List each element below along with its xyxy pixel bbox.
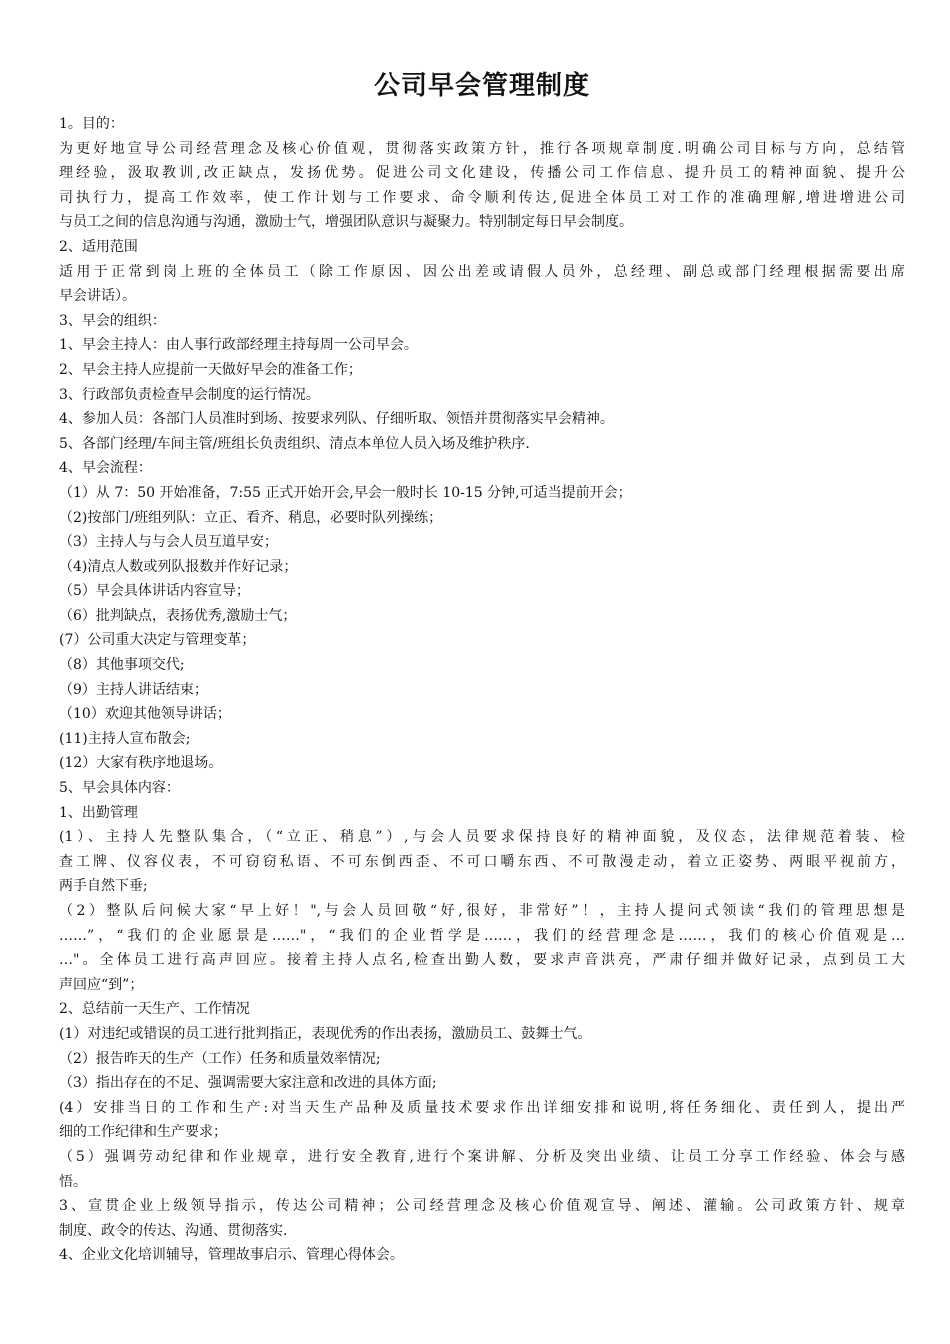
document-title: 公司早会管理制度 <box>373 71 590 101</box>
body-line: 司执行力，提高工作效率，使工作计划与工作要求、命令顺利传达,促进全体员工对工作的准确理解,增进增进公司 <box>59 189 905 206</box>
body-line: (4）安排当日的工作和生产:对当天生产品种及质量技术要求作出详细安排和说明,将任务细化、责任到人，提出严 <box>59 1099 905 1116</box>
body-line: 3、宣贯企业上级领导指示，传达公司精神；公司经营理念及核心价值观宣导、阐述、灌输。公司政策方针、规章 <box>59 1198 905 1215</box>
body-line: 4、早会流程： <box>59 460 152 477</box>
body-line: 3、行政部负责检查早会制度的运行情况。 <box>59 386 320 403</box>
body-line: (1）对违纪或错误的员工进行批判指正，表现优秀的作出表扬，激励员工、鼓舞士气。 <box>59 1025 592 1042</box>
body-line: 理经验，汲取教训,改正缺点，发扬优势。促进公司文化建设，传播公司工作信息、提升员工的精神面貌、提升公 <box>59 165 905 182</box>
body-line: 声回应“到”； <box>59 976 144 993</box>
body-line: （5）早会具体讲话内容宣导； <box>59 583 250 600</box>
body-line: (12）大家有秩序地退场。 <box>59 755 223 772</box>
body-line: 1、早会主持人：由人事行政部经理主持每周一公司早会。 <box>59 337 418 354</box>
body-line: …"。全体员工进行高声回应。接着主持人点名,检查出勤人数，要求声音洪亮，严肃仔细并做好记录，点到员工大 <box>59 952 905 969</box>
body-line: （10）欢迎其他领导讲话； <box>59 706 231 723</box>
body-line: （1）从 7：50 开始准备，7:55 正式开始开会,早会一般时长 10-15 分钟,可适当提前开会； <box>59 484 632 501</box>
body-line: 悟。 <box>59 1173 87 1190</box>
body-line: （2)按部门/班组列队：立正、看齐、稍息，必要时队列操练； <box>59 509 443 526</box>
body-line: 4、参加人员：各部门人员准时到场、按要求列队、仔细听取、领悟并贯彻落实早会精神。 <box>59 411 614 428</box>
body-line: 早会讲话）。 <box>59 288 136 305</box>
body-line: （9）主持人讲话结束； <box>59 681 208 698</box>
body-line: 5、早会具体内容： <box>59 780 180 797</box>
body-line: （3）主持人与与会人员互道早安； <box>59 534 278 551</box>
body-line: （2）报告昨天的生产（工作）任务和质量效率情况; <box>59 1050 381 1067</box>
document-body <box>59 112 905 1268</box>
body-line: 3、早会的组织： <box>59 312 166 329</box>
body-line: （2）整队后问候大家“早上好！",与会人员回敬“好,很好，非常好”！，主持人提问式领读“我们的管理思想是 <box>59 903 905 919</box>
document-page <box>59 62 905 1268</box>
body-line: 1、出勤管理 <box>59 804 138 821</box>
body-line: 2、总结前一天生产、工作情况 <box>59 1001 250 1018</box>
body-line: 查工牌、仪容仪表，不可窃窃私语、不可东倒西歪、不可口嚼东西、不可散漫走动，着立正姿势、两眼平视前方， <box>59 853 905 870</box>
body-line: （4)清点人数或列队报数并作好记录； <box>59 558 298 575</box>
body-line: (11)主持人宣布散会; <box>59 730 191 747</box>
body-line: ……”，“我们的企业愿景是……"，“我们的企业哲学是……，我们的经营理念是……，我们的核心价值观是… <box>59 927 905 944</box>
body-line: 适用于正常到岗上班的全体员工（除工作原因、因公出差或请假人员外，总经理、副总或部门经理根据需要出席 <box>59 263 905 280</box>
body-line: 2、适用范围 <box>59 238 138 255</box>
body-line: 2、早会主持人应提前一天做好早会的准备工作； <box>59 361 362 378</box>
body-line: 5、各部门经理/车间主管/班组长负责组织、清点本单位人员入场及维护秩序. <box>59 435 530 452</box>
body-line: （6）批判缺点，表扬优秀,激励士气； <box>59 607 297 624</box>
body-line: (1）、主持人先整队集合，（“立正、稍息”）,与会人员要求保持良好的精神面貌，及仪态，法律规范着装、检 <box>59 829 905 846</box>
body-line: （8）其他事项交代; <box>59 657 185 674</box>
body-line: （3）指出存在的不足、强调需要大家注意和改进的具体方面; <box>59 1075 437 1092</box>
body-line: 为更好地宣导公司经营理念及核心价值观，贯彻落实政策方针，推行各项规章制度.明确公司目标与方向，总结管 <box>59 140 905 157</box>
body-line: 细的工作纪律和生产要求； <box>59 1124 227 1141</box>
body-line: (7）公司重大决定与管理变革； <box>59 632 256 649</box>
body-line: 两手自然下垂; <box>59 878 148 895</box>
body-line: 与员工之间的信息沟通与沟通，激励士气，增强团队意识与凝聚力。特别制定每日早会制度。 <box>59 214 633 231</box>
body-line: 1。目的： <box>59 116 124 132</box>
body-line: 制度、政令的传达、沟通、贯彻落实. <box>59 1222 288 1239</box>
body-line: 4、企业文化培训辅导，管理故事启示、管理心得体会。 <box>59 1247 404 1264</box>
body-line: （5）强调劳动纪律和作业规章，进行安全教育,进行个案讲解、分析及突出业绩、让员工分享工作经验、体会与感 <box>59 1148 905 1165</box>
